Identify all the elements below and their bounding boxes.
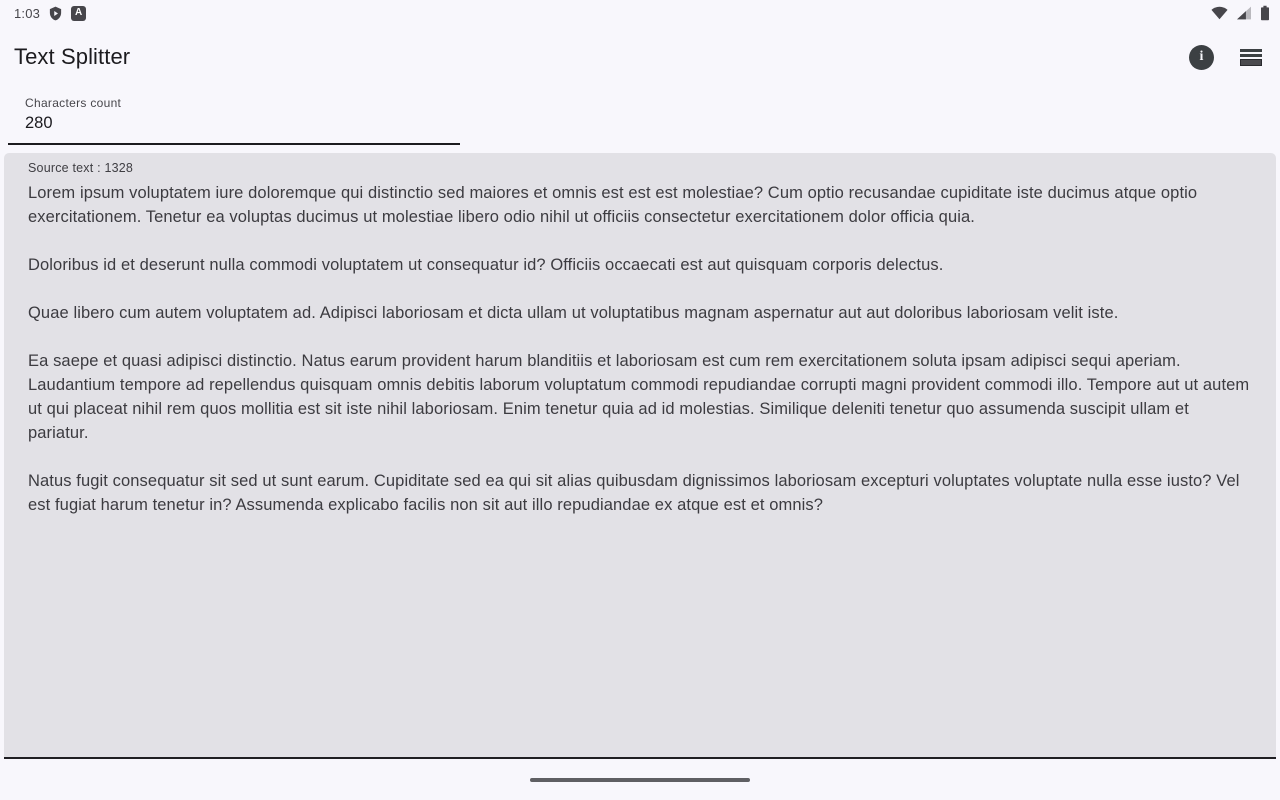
field-underline — [8, 143, 460, 145]
source-text-area[interactable] — [4, 153, 1276, 759]
source-paragraph: Doloribus id et deserunt nulla commodi voluptatem ut consequatur id? Officiis occaecati est aut quisquam corporis delectus. — [28, 256, 944, 274]
app-bar — [0, 26, 1280, 88]
characters-count-field — [0, 88, 1280, 155]
info-icon[interactable]: i — [1189, 45, 1214, 70]
source-paragraph: Lorem ipsum voluptatem iure doloremque qui distinctio sed maiores et omnis est est est molestiae? Cum optio recusandae cupiditate iste ducimus atque optio exercitationem. Tenetur ea voluptas ducimus ut molestiae libero odio nihil ut officiis consectetur exercitationem dolor officia quia. — [28, 184, 1198, 226]
battery-icon — [1260, 5, 1270, 21]
characters-count-input[interactable] — [25, 114, 445, 133]
gesture-nav-handle[interactable] — [530, 778, 750, 782]
cell-signal-icon — [1236, 6, 1252, 20]
a-box-icon: A — [71, 6, 86, 21]
source-paragraph: Natus fugit consequatur sit sed ut sunt earum. Cupiditate sed ea qui sit alias quibusdam dignissimos laboriosam excepturi voluptates voluptate nulla esse iusto? Vel est fugiat harum tenetur in? Assumenda explicabo facilis non sit aut illo repudiandae ex atque est et omnis? — [28, 472, 1240, 514]
page-title: Text Splitter — [14, 44, 131, 69]
app-bar-actions — [1189, 45, 1262, 70]
source-text-label: Source text : 1328 — [28, 161, 134, 175]
status-bar — [0, 0, 1280, 26]
characters-count-label: Characters count — [25, 96, 122, 110]
status-bar-right — [1211, 5, 1270, 21]
wifi-icon — [1211, 6, 1228, 20]
status-bar-left — [14, 6, 86, 21]
source-text-body — [28, 181, 1252, 517]
menu-icon[interactable] — [1240, 49, 1262, 66]
source-paragraph: Quae libero cum autem voluptatem ad. Adipisci laboriosam et dicta ullam ut voluptatibus magnam aspernatur aut aut doloribus laboriosam velit iste. — [28, 304, 1119, 322]
shield-play-icon — [48, 6, 63, 21]
source-paragraph: Ea saepe et quasi adipisci distinctio. Natus earum provident harum blanditiis et laboriosam est cum rem exercitationem soluta ipsam adipisci sequi aperiam. Laudantium tempore ad repellendus quisquam omnis debitis laborum voluptatum commodi repudiandae corrupti magni provident commodi illo. Tempore aut ut autem ut qui placeat nihil rem quos mollitia est sit iste nihil laboriosam. Enim tenetur quia ad id molestias. Similique deleniti tenetur quo assumenda suscipit ullam et pariatur. — [28, 352, 1250, 442]
clock: 1:03 — [14, 5, 41, 21]
